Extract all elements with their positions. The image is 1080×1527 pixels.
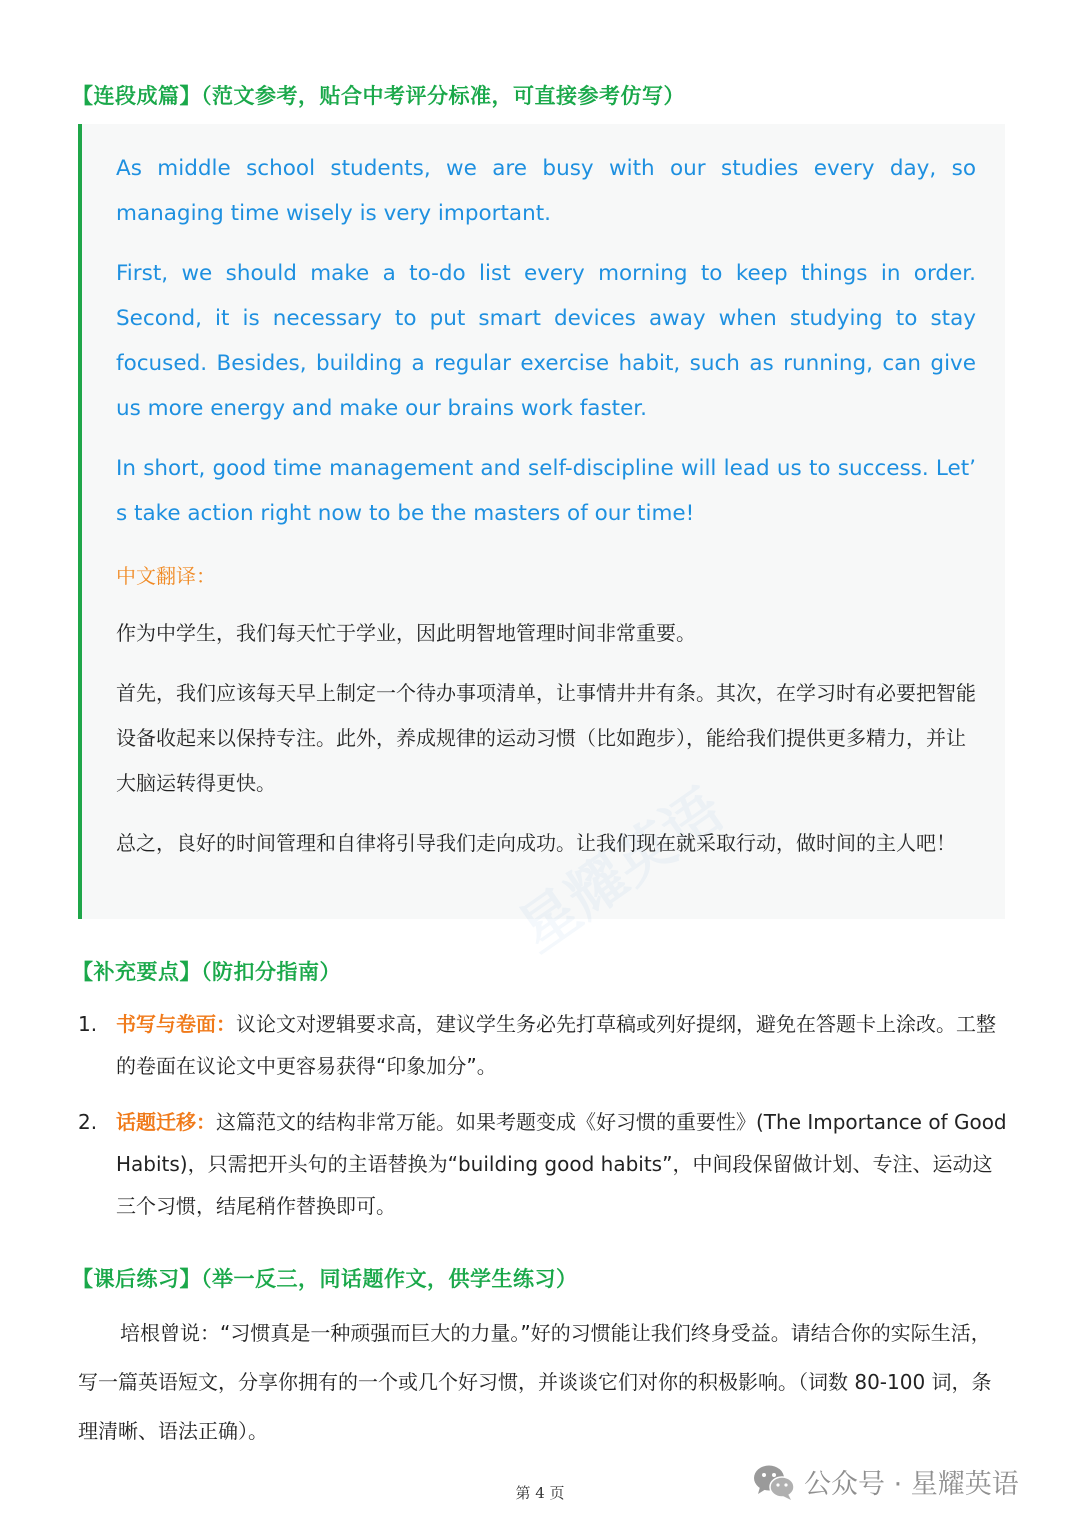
page-number: 第 4 页 (515, 1484, 565, 1502)
essay-paragraph-3: In short, good time management and self-discipline will lead us to success. Let’ s take action right now to be the masters of our time! (116, 456, 976, 526)
watermark-text: 公众号 · 星耀英语 (804, 1469, 1019, 1500)
tip-body: 议论文对逻辑要求高，建议学生务必先打草稿或列好提纲，避免在答题卡上涂改。工整的卷面在议论文中更容易获得“印象加分”。 (116, 1012, 996, 1078)
tip-label: 话题迁移： (116, 1110, 216, 1134)
tip-number: 1. (78, 1012, 98, 1036)
section-heading-essay: 【连段成篇】（范文参考，贴合中考评分标准，可直接参考仿写） (72, 84, 685, 108)
translation-paragraph-2: 首先，我们应该每天早上制定一个待办事项清单，让事情井井有条。其次，在学习时有必要把智能设备收起来以保持专注。此外，养成规律的运动习惯（比如跑步），能给我们提供更多精力，并让大脑运转得更快。 (116, 681, 976, 795)
tip-body: 这篇范文的结构非常万能。如果考题变成《好习惯的重要性》(The Importance of Good Habits)，只需把开头句的主语替换为“building good habits”，中间段保留做计划、专注、运动这三个习惯，结尾稍作替换即可。 (116, 1110, 1007, 1218)
essay-paragraph-2: First, we should make a to-do list every morning to keep things in order. Second, it is necessary to put smart devices away when studying to stay focused. Besides, building a regular exercise habit, such as running, can give us more energy and make our brains work faster. (116, 261, 976, 421)
tip-text (116, 1101, 1008, 1227)
translation-label: 中文翻译： (116, 564, 216, 588)
translation-paragraph-1: 作为中学生，我们每天忙于学业，因此明智地管理时间非常重要。 (116, 621, 696, 645)
exercise-paragraph: 培根曾说：“习惯真是一种顽强而巨大的力量。”好的习惯能让我们终身受益。请结合你的实际生活，写一篇英语短文，分享你拥有的一个或几个好习惯，并谈谈它们对你的积极影响。（词数 80-100 词，条理清晰、语法正确）。 (78, 1321, 992, 1443)
tip-number: 2. (78, 1110, 98, 1134)
tip-label: 书写与卷面： (116, 1012, 236, 1036)
tip-text (116, 1003, 1008, 1087)
watermark (752, 1462, 1019, 1501)
essay-box (78, 124, 1005, 965)
background-watermark: 星耀英语 (506, 775, 736, 965)
wechat-icon (752, 1463, 796, 1501)
essay-paragraph-1: As middle school students, we are busy with our studies every day, so managing time wisely is very important. (116, 156, 976, 226)
section-heading-tips: 【补充要点】（防扣分指南） (72, 960, 341, 984)
section-heading-exercise: 【课后练习】（举一反三，同话题作文，供学生练习） (72, 1267, 578, 1291)
translation-paragraph-3: 总之，良好的时间管理和自律将引导我们走向成功。让我们现在就采取行动，做时间的主人吧！ (116, 831, 956, 855)
